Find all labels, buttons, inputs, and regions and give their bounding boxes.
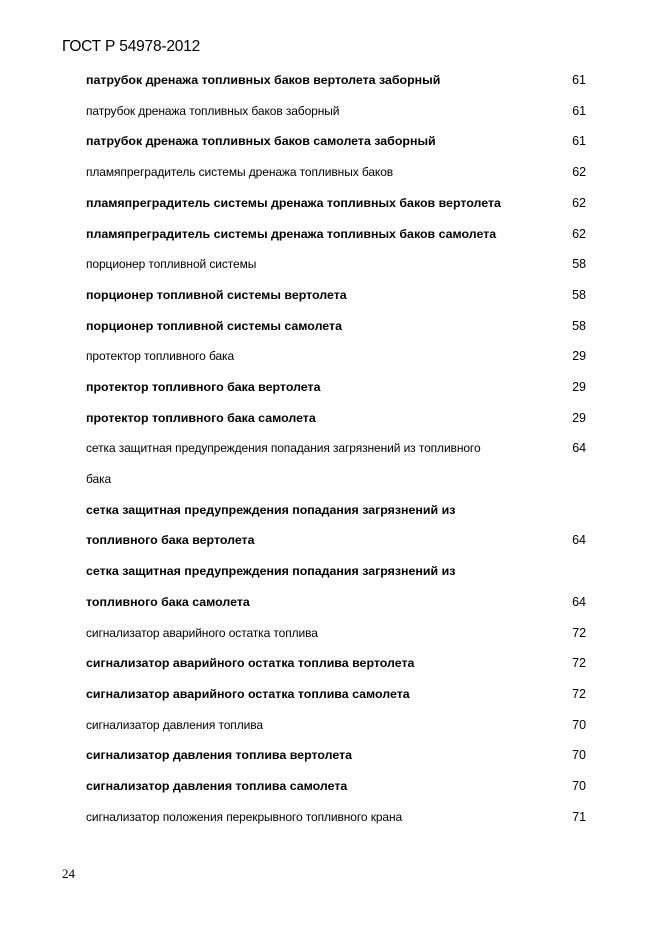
index-entry-line (86, 468, 586, 499)
document-header: ГОСТ Р 54978-2012 (62, 38, 201, 55)
index-page-ref: 64 (572, 441, 586, 456)
index-page-ref: 58 (572, 318, 586, 333)
index-page-ref: 64 (572, 594, 586, 609)
index-entry (86, 284, 586, 315)
index-entry-line (86, 100, 586, 131)
index-entry-line (86, 130, 586, 161)
index-page-ref: 72 (572, 656, 586, 671)
index-term: пламяпреградитель системы дренажа топливных баков вертолета (86, 195, 501, 210)
index-term: сигнализатор давления топлива вертолета (86, 748, 353, 763)
index-page-ref: 61 (572, 103, 586, 118)
index-entry (86, 407, 586, 438)
index-entry-line (86, 161, 586, 192)
index-entry-line (86, 223, 586, 254)
index-term: топливного бака самолета (86, 594, 250, 609)
index-entry (86, 622, 586, 653)
index-term: протектор топливного бака вертолета (86, 380, 321, 394)
index-entry-line (86, 775, 586, 806)
index-term: сигнализатор аварийного остатка топлива вертолета (86, 656, 415, 671)
index-entry-line (86, 744, 586, 775)
index-entry-line (86, 345, 586, 376)
index-term: сетка защитная предупреждения попадания загрязнений из (86, 564, 456, 579)
index-entry-line (86, 499, 586, 530)
index-entry-line (86, 591, 586, 622)
index-page-ref: 70 (572, 717, 586, 732)
index-term: топливного бака вертолета (86, 533, 255, 548)
index-page-ref: 29 (572, 349, 586, 364)
index-entry (86, 192, 586, 223)
index-page-ref: 72 (572, 687, 586, 701)
index-term: порционер топливной системы самолета (86, 318, 342, 333)
index-term: сигнализатор положения перекрывного топливного крана (86, 809, 403, 824)
index-page-ref: 62 (572, 165, 586, 180)
index-entry-line (86, 529, 586, 560)
index-page-ref: 70 (572, 779, 586, 794)
index-page-ref: 64 (572, 533, 586, 548)
index-entry (86, 744, 586, 775)
index-entry-line (86, 560, 586, 591)
index-entry (86, 100, 586, 131)
index-entry-line (86, 714, 586, 745)
index-entry-line (86, 407, 586, 438)
index-entry-line (86, 376, 586, 407)
index-entry (86, 775, 586, 806)
index-term: сетка защитная предупреждения попадания загрязнений из топливного (86, 441, 481, 456)
index-page-ref: 58 (572, 257, 586, 272)
index-term: протектор топливного бака самолета (86, 410, 316, 425)
index-entry-line (86, 806, 586, 837)
index-term: патрубок дренажа топливных баков заборный (86, 103, 340, 118)
index-entry (86, 683, 586, 714)
index-entry-line (86, 192, 586, 223)
index-entry (86, 223, 586, 254)
index-term: сигнализатор аварийного остатка топлива самолета (86, 687, 410, 701)
index-term: бака (86, 472, 112, 487)
index-page-ref: 29 (572, 380, 586, 394)
index-term: патрубок дренажа топливных баков самолета заборный (86, 134, 436, 149)
index-entry (86, 652, 586, 683)
index-term: сигнализатор аварийного остатка топлива (86, 625, 318, 640)
index-entry (86, 345, 586, 376)
page-number: 24 (62, 866, 75, 881)
index-page-ref: 61 (572, 134, 586, 149)
index-entry-line (86, 315, 586, 346)
index-page-ref: 61 (572, 73, 586, 87)
index-term: сигнализатор давления топлива самолета (86, 779, 348, 794)
index-page-ref: 29 (572, 410, 586, 425)
index-entry (86, 806, 586, 837)
index-entry (86, 161, 586, 192)
index-page-ref: 62 (572, 226, 586, 241)
index-term: порционер топливной системы вертолета (86, 287, 347, 302)
index-term: сетка защитная предупреждения попадания загрязнений из (86, 502, 456, 517)
index-term: сигнализатор давления топлива (86, 717, 263, 732)
index-entry (86, 437, 586, 498)
index-page-ref: 62 (572, 195, 586, 210)
index-term: порционер топливной системы (86, 257, 257, 272)
index-term: протектор топливного бака (86, 349, 235, 364)
index-entry-line (86, 69, 586, 100)
index-entry (86, 376, 586, 407)
index-entry (86, 714, 586, 745)
index-entry-line (86, 437, 586, 468)
index-entry (86, 253, 586, 284)
index-entry-line (86, 683, 586, 714)
index-entry-line (86, 652, 586, 683)
index-entry (86, 560, 586, 621)
index-entry-line (86, 284, 586, 315)
index-entry-line (86, 622, 586, 653)
index-term: пламяпреградитель системы дренажа топливных баков самолета (86, 226, 497, 241)
index-page-ref: 72 (572, 625, 586, 640)
index-entry (86, 499, 586, 560)
index-page-ref: 58 (572, 287, 586, 302)
index-entry (86, 69, 586, 100)
index-page-ref: 71 (572, 809, 586, 824)
index-entry (86, 315, 586, 346)
index-term: пламяпреградитель системы дренажа топливных баков (86, 165, 394, 180)
index-term: патрубок дренажа топливных баков вертолета заборный (86, 73, 441, 87)
index-page-ref: 70 (572, 748, 586, 763)
index-entry (86, 130, 586, 161)
index-entry-line (86, 253, 586, 284)
